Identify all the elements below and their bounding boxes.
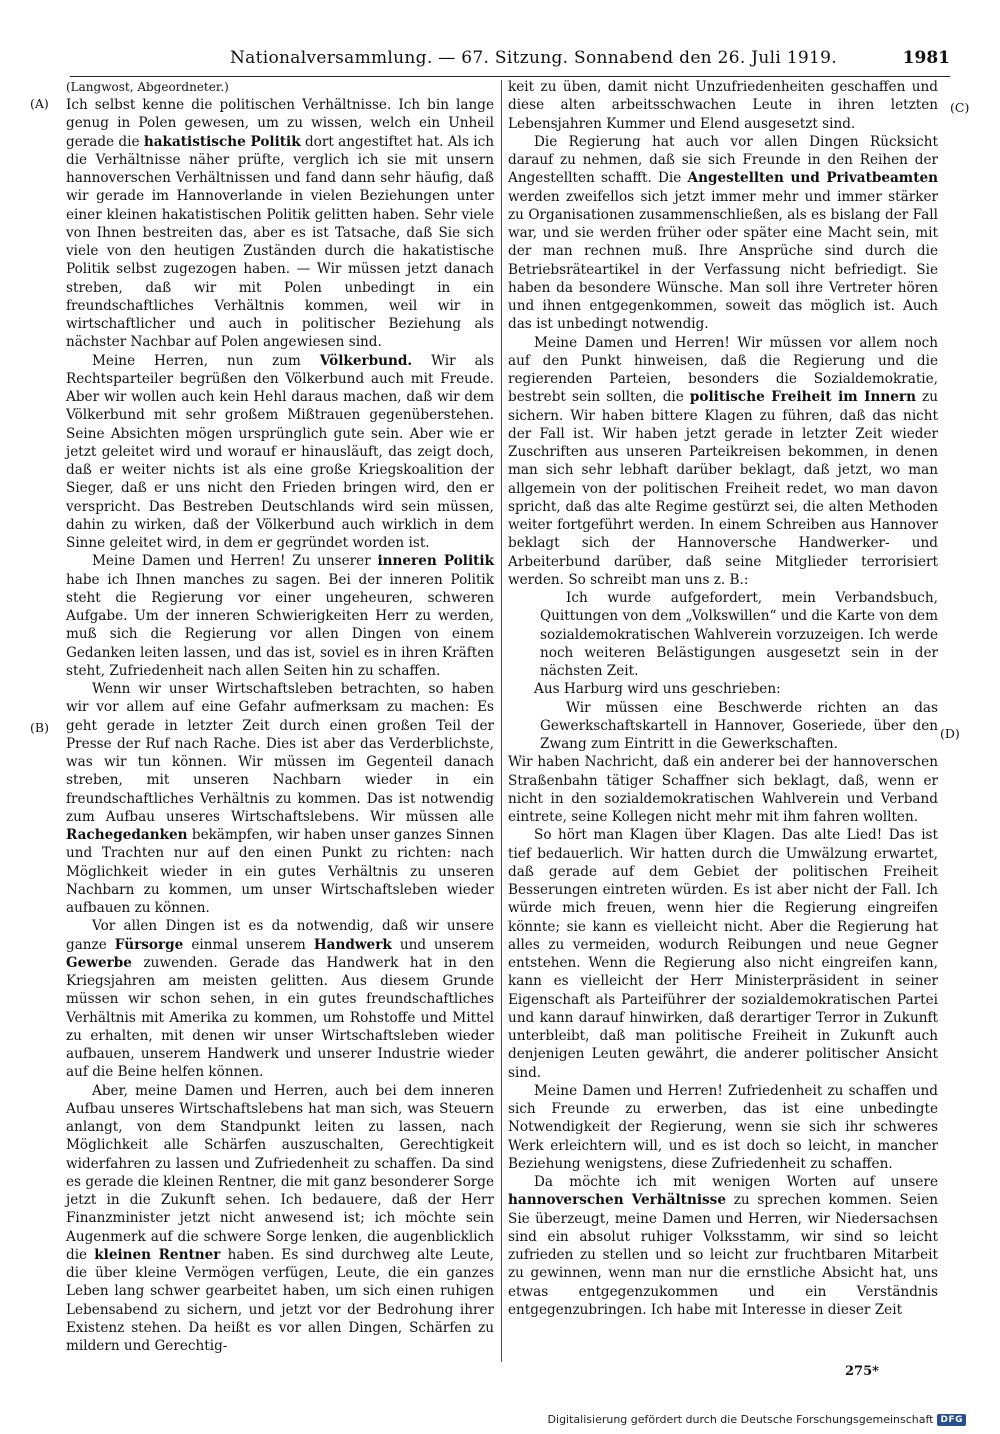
text-run: Die Regierung hat auch vor allen Dingen Rücksicht darauf zu nehmen, daß sie sich Freunde in den Reihen der Angestellten schafft. Die [508, 133, 938, 187]
running-title: Nationalversammlung. — 67. Sitzung. Sonnabend den 26. Juli 1919. [230, 48, 837, 68]
right-paragraphs [508, 78, 938, 1319]
credit-text: Digitalisierung gefördert durch die Deutsche Forschungsgemeinschaft [547, 1413, 934, 1426]
paragraph [508, 133, 938, 334]
text-run: Ich wurde aufgefordert, mein Verbandsbuch, Quittungen von dem „Volkswillen“ und die Karte von dem sozialdemokratischen Wahlverein vorzuzeigen. Ich werde noch weiteren Belästigungen ausgesetzt sein in der nächsten Zeit. [540, 590, 938, 679]
text-run: Meine Damen und Herren! Zufriedenheit zu schaffen und sich Freunde zu erwerben, das ist eine unbedingte Notwendigkeit der Regierung, wenn sie sich ihr schweres Werk erleichtern will, und es ist doch so leicht, in mancher Beziehung wenigstens, diese Zufriedenheit zu schaffen. [508, 1082, 938, 1172]
emphasis-term: Gewerbe [66, 954, 132, 971]
paragraph [66, 1082, 494, 1356]
paragraph [508, 334, 938, 590]
paragraph [66, 96, 494, 352]
left-paragraphs [66, 96, 494, 1355]
text-run: zu sichern. Wir haben bittere Klagen zu führen, daß das nicht der Fall ist. Wir haben jetzt gerade in letzter Zeit wieder Zuschriften aus unseren Parteikreisen bekommen, in denen man sich sehr lebhaft darüber beklagt, daß jetzt, wo man allgemein von der politischen Freiheit redet, wo man davon spricht, daß das alte Regime gestürzt sei, die alten Methoden weiter fortgeführt werden. In einem Schreiben aus Hannover beklagt sich der Hannoversche Handwerker- und Arbeiterbund darüber, daß seine Mitglieder terrorisiert werden. So schreibt man uns z. B.: [508, 389, 938, 588]
text-run: Meine Damen und Herren! Wir müssen vor allem noch auf den Punkt hinweisen, daß die Regierung und die regierenden Parteien, besonders die Sozialdemokratie, bestrebt sein sollten, die [508, 334, 938, 406]
emphasis-term: hannoverschen Verhältnisse [508, 1192, 726, 1209]
text-run: Wir müssen eine Beschwerde richten an das Gewerkschaftskartell in Hannover, Goseriede, über den Zwang zum Eintritt in die Gewerkschaften. [540, 699, 938, 752]
emphasis-term: Rachegedanken [66, 827, 188, 843]
text-run: einmal unserem [183, 936, 314, 953]
text-run: Wir als Rechtsparteiler begrüßen den Völkerbund auch mit Freude. Aber wir wollen auch kein Hehl daraus machen, daß wir dem Völkerbund mit sehr großem Mißtrauen gegenüberstehen. Seine Absichten mögen ursprünglich gute sein. Aber wie er jetzt geleitet wird und worauf er hinausläuft, das zeigt doch, daß er weiter nichts ist als eine große Kriegskoalition der Sieger, daß er uns nicht den Frieden bringen wird, den er verspricht. Das Bestreben Deutschlands wird sein müssen, dahin zu wirken, daß der Völkerbund auch wirklich in dem Sinne geleitet wird, in dem er gegründet worden ist. [66, 352, 494, 551]
text-run: werden zweifellos sich jetzt immer mehr und immer stärker zu Organisationen zusammenschließen, als es bislang der Fall war, und sie werden früher oder später eine Macht sein, mit der man rechnen muß. Ihre Ansprüche sind durch die Betriebsräteartikel in der Verfassung nicht befriedigt. Sie haben da besondere Wünsche. Man soll ihre Vertreter hören und ihnen entgegenkommen, soweit das möglich ist. Auch das ist unbedingt notwendig. [508, 188, 938, 333]
quoted-letter [508, 589, 938, 680]
text-run: Meine Herren, nun zum [92, 352, 320, 369]
digitization-credit [548, 1413, 966, 1426]
emphasis-term: hakatistische Politik [143, 133, 301, 150]
paragraph [508, 1173, 938, 1319]
text-run: zu sprechen kommen. Seien Sie überzeugt, meine Damen und Herren, wir Niedersachsen sind ein absolut ruhiger Volksstamm, wir sind so leicht zufrieden zu stellen und so leicht zur fruchtbaren Mitarbeit zu gewinnen, wenn man nur die ernstliche Absicht hat, uns etwas entgegenzukommen und ein Verständnis entgegenzubringen. Ich habe mit Interesse in dieser Zeit [508, 1192, 938, 1318]
margin-mark-b: (B) [30, 720, 49, 735]
text-run: haben. Es sind durchweg alte Leute, die über kleine Vermögen verfügen, Leute, die ein ganzes Leben lang schwer gearbeitet haben, um sich einen ruhigen Lebensabend zu sichern, und jetzt vor der Bedrohung ihrer Existenz stehen. Da heißt es vor allen Dingen, Schärfen zu mildern und Gerechtig- [66, 1246, 495, 1354]
text-run: bekämpfen, wir haben unser ganzes Sinnen und Trachten nur auf den einen Punkt zu richten: nach Möglichkeit wieder in ein gutes Verhältnis zu unseren Nachbarn zu kommen, um unser Wirtschaftsleben wieder aufbauen zu können. [66, 827, 494, 916]
text-run: Ich selbst kenne die politischen Verhältnisse. Ich bin lange genug in Polen gewesen, um zu wissen, welch ein Unheil gerade die [66, 97, 494, 150]
page-number: 1981 [902, 48, 950, 68]
text-run: Da möchte ich mit wenigen Worten auf unsere [534, 1174, 938, 1190]
margin-mark-d: (D) [940, 726, 960, 741]
sheet-code: 275* [845, 1364, 879, 1379]
paragraph [66, 680, 494, 917]
paragraph [508, 1082, 938, 1173]
paragraph [508, 826, 938, 1082]
text-run: Aus Harburg wird uns geschrieben: [534, 681, 781, 698]
margin-mark-c: (C) [950, 100, 970, 115]
dfg-logo-icon: DFG [937, 1414, 966, 1426]
emphasis-term: politische Freiheit im Innern [689, 389, 916, 406]
text-run: und unserem [391, 936, 495, 953]
page-header [70, 46, 950, 77]
text-run: Aber, meine Damen und Herren, auch bei dem inneren Aufbau unseres Wirtschaftslebens hat man sich, was Steuern anlangt, von dem Standpunkt leiten zu lassen, nach Möglichkeit alle Schärfen auszuschalten, Gerechtigkeit widerfahren zu lassen und Zufriedenheit zu schaffen. Da sind es gerade die kleinen Rentner, die mit ganz besonderer Sorge jetzt in die Zukunft sehen. Ich bedauere, daß der Herr Finanzminister jetzt nicht anwesend ist; ich möchte sein Augenmerk auf die schwere Sorge lenken, die augenblicklich die [66, 1082, 494, 1263]
text-run: Meine Damen und Herren! Zu unserer [92, 553, 378, 570]
emphasis-term: Völkerbund. [319, 352, 413, 369]
paragraph [66, 552, 494, 680]
emphasis-term: Handwerk [313, 936, 392, 953]
text-run: So hört man Klagen über Klagen. Das alte Lied! Das ist tief bedauerlich. Wir hatten durch die Umwälzung erwartet, daß gerade auf dem Gebiet der politischen Freiheit Besserungen eintreten würden. Es ist aber nicht der Fall. Ich würde mich freuen, wenn hier die Regierung eingreifen könnte; sie kann es vielleicht nicht. Aber die Regierung hat alles zu vermeiden, wodurch Reibungen und neue Gegner entstehen. Wenn die Regierung also nicht eingreifen kann, kann es vielleicht der Herr Ministerpräsident in seiner Eigenschaft als Parteiführer der sozialdemokratischen Partei und kann darauf hinwirken, daß derartiger Terror in Zukunft unterbleibt, daß man politische Freiheit in Zukunft auch denjenigen Leuten gewährt, die anderer politischer Ansicht sind. [508, 827, 938, 1081]
paragraph [508, 753, 938, 826]
emphasis-term: Angestellten und Privatbeamten [687, 170, 939, 187]
emphasis-term: kleinen Rentner [94, 1246, 221, 1263]
paragraph [508, 680, 938, 698]
paragraph [508, 78, 938, 133]
text-run: Vor allen Dingen ist es da notwendig, daß wir unsere ganze [66, 918, 494, 953]
left-column [66, 78, 494, 1355]
right-column [508, 78, 938, 1319]
quoted-letter [508, 699, 938, 754]
text-run: zuwenden. Gerade das Handwerk hat in den Kriegsjahren am meisten gelitten. Aus diesem Grunde müssen wir schon sehen, in ein gutes freundschaftliches Verhältnis mit Amerika zu kommen, um Rohstoffe und Mittel zu erhalten, mit denen wir unser Wirtschaftsleben wieder aufbauen, unserem Handwerk und unserer Industrie wieder auf die Beine helfen können. [66, 954, 494, 1081]
text-run: habe ich Ihnen manches zu sagen. Bei der inneren Politik steht die Regierung vor einer ungeheuren, schweren Aufgabe. Um der inneren Schwierigkeiten Herr zu werden, muß sich die Regierung vor allen Dingen von einem Gedanken leiten lassen, und das ist, soviel es in ihren Kräften steht, Zufriedenheit nach allen Seiten hin zu schaffen. [66, 571, 494, 679]
paragraph [66, 352, 494, 553]
text-run: dort angestiftet hat. Als ich die Verhältnisse näher prüfte, verglich ich sie mit unsern hannoverschen Verhältnissen und fand dann sehr häufig, daß wir gerade im Hannoverlande in vielen Beziehungen unter einer kleinen hakatistischen Politik gelitten haben. Sehr viele von Ihnen bestreiten das, aber es ist Tatsache, daß Sie sich viele von den heutigen Zuständen durch die hakatistische Politik selbst zugezogen haben. — Wir müssen jetzt danach streben, daß wir mit Polen unbedingt in ein freundschaftliches Verhältnis kommen, weil wir in wirtschaftlicher und auch in politischer Beziehung als nächster Nachbar auf Polen angewiesen sind. [66, 133, 494, 351]
text-run: keit zu üben, damit nicht Unzufriedenheiten geschaffen und diese alten arbeitsschwachen Leute in ihren letzten Lebensjahren Kummer und Elend ausgesetzt sind. [508, 79, 938, 132]
text-run: Wir haben Nachricht, daß ein anderer bei der hannoverschen Straßenbahn tätiger Schaffner sich beklagt, daß, wenn er nicht in den sozialdemokratischen Wahlverein und Verband eintrete, seine Kollegen nicht mehr mit ihm fahren wollten. [508, 754, 938, 825]
paragraph [66, 917, 494, 1081]
column-divider [501, 80, 502, 1362]
emphasis-term: Fürsorge [114, 936, 184, 953]
margin-mark-a: (A) [30, 96, 49, 111]
emphasis-term: inneren Politik [377, 553, 495, 570]
text-run: Wenn wir unser Wirtschaftsleben betrachten, so haben wir vor allem auf eine Gefahr aufmerksam zu machen: Es geht gerade in letzter Zeit durch einen großen Teil der Presse der Ruf nach Rache. Dies ist aber das Verderblichste, was wir tun können. Wir müssen im Gegenteil danach streben, mit unseren Nachbarn wieder in ein freundschaftliches Verhältnis zu kommen. Das ist notwendig zum Aufbau unseres Wirtschaftslebens. Wir müssen alle [66, 681, 494, 825]
speaker-attribution: (Langwost, Abgeordneter.) [66, 80, 229, 94]
